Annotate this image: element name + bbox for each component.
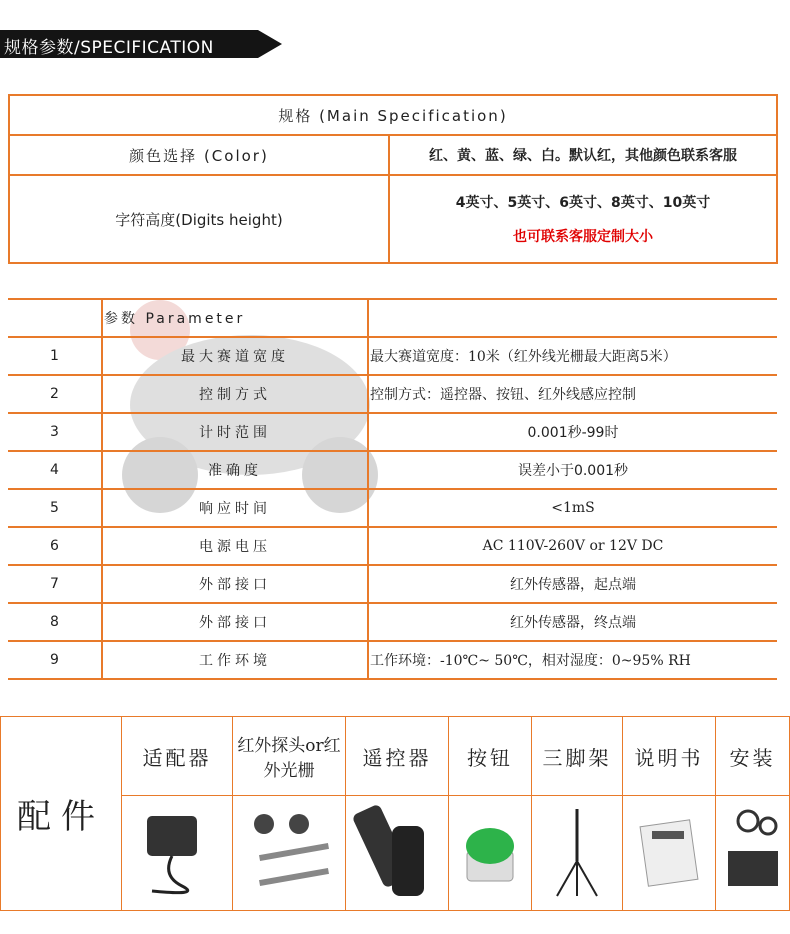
digits-value: 4英寸、5英寸、6英寸、8英寸、10英寸	[455, 195, 711, 211]
digits-note: 也可联系客服定制大小	[513, 229, 653, 245]
accessories-title: 配件	[1, 717, 122, 911]
color-value: 红、黄、蓝、绿、白。默认红，其他颜色联系客服	[389, 135, 777, 175]
button-image	[449, 796, 532, 911]
section-banner	[0, 30, 290, 58]
table-row: 9 工作环境 工作环境：-10℃~ 50℃，相对湿度：0~95% RH	[8, 641, 777, 679]
banner-title: 规格参数/SPECIFICATION	[4, 38, 214, 58]
color-label: 颜色选择 (Color)	[9, 135, 389, 175]
table-row: 7 外部接口 红外传感器，起点端	[8, 565, 777, 603]
installation-parts-image	[716, 796, 790, 911]
table-row: 2 控制方式 控制方式：遥控器、按钮、红外线感应控制	[8, 375, 777, 413]
infrared-sensor-image	[233, 796, 346, 911]
tripod-image	[532, 796, 623, 911]
accessory-label: 说明书	[623, 717, 716, 796]
table-row: 8 外部接口 红外传感器，终点端	[8, 603, 777, 641]
manual-image	[623, 796, 716, 911]
remote-control-image	[346, 796, 449, 911]
table-row: 3 计时范围 0.001秒-99时	[8, 413, 777, 451]
accessory-label: 三脚架	[532, 717, 623, 796]
main-spec-table	[8, 94, 778, 264]
accessory-label: 遥控器	[346, 717, 449, 796]
table-row: 5 响应时间 <1mS	[8, 489, 777, 527]
param-header: 参数 Parameter	[102, 299, 368, 337]
table-row: 4 准确度 误差小于0.001秒	[8, 451, 777, 489]
accessory-label: 红外探头or红外光栅	[233, 717, 346, 796]
accessories-table	[0, 716, 790, 911]
table-row: 1 最大赛道宽度 最大赛道宽度：10米（红外线光栅最大距离5米）	[8, 337, 777, 375]
accessory-label: 安装	[716, 717, 790, 796]
adapter-image	[122, 796, 233, 911]
accessory-label: 适配器	[122, 717, 233, 796]
digits-label: 字符高度(Digits height)	[9, 175, 389, 263]
table-row: 6 电源电压 AC 110V-260V or 12V DC	[8, 527, 777, 565]
spec-header: 规格 (Main Specification)	[9, 95, 777, 135]
accessory-label: 按钮	[449, 717, 532, 796]
parameter-table	[8, 298, 777, 680]
